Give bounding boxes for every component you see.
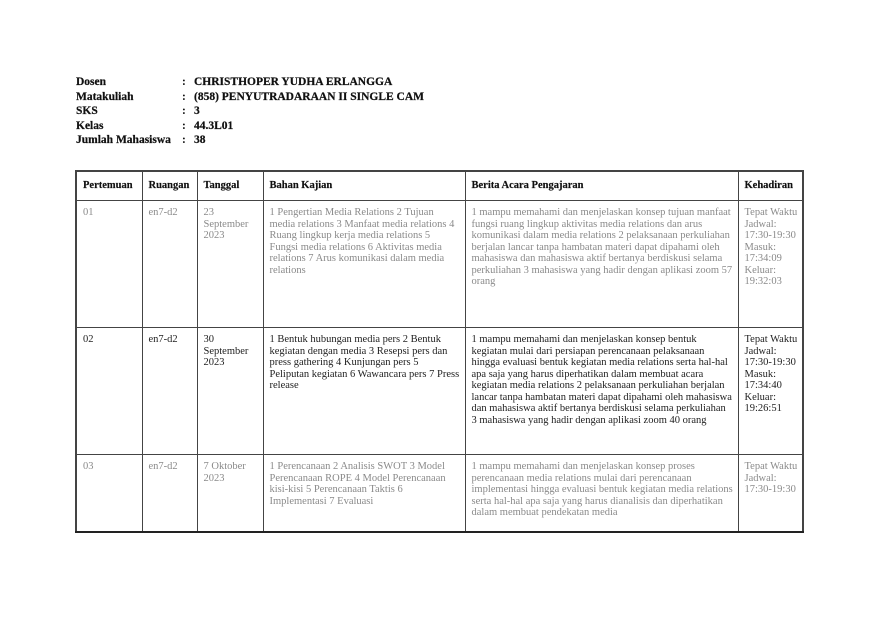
cell-pertemuan: 03 [76, 455, 142, 533]
cell-ruangan: en7-d2 [142, 455, 197, 533]
header-row-matakuliah [76, 90, 424, 105]
colon: : [182, 119, 186, 132]
col-header-berita-acara: Berita Acara Pengajaran [465, 171, 738, 201]
cell-pertemuan: 02 [76, 328, 142, 455]
header-row-kelas [76, 119, 424, 134]
header-row-jumlah-mahasiswa [76, 133, 424, 148]
cell-kehadiran: Tepat Waktu Jadwal: 17:30-19:30 Masuk: 17:34:09 Keluar: 19:32:03 [738, 201, 803, 328]
cell-bahan-kajian: 1 Pengertian Media Relations 2 Tujuan media relations 3 Manfaat media relations 4 Ruang lingkup kerja media relations 5 Fungsi media relations 6 Aktivitas media relations 7 Arus komunikasi dalam media relations [263, 201, 465, 328]
table-row [76, 201, 803, 328]
cell-bahan-kajian: 1 Bentuk hubungan media pers 2 Bentuk kegiatan dengan media 3 Resepsi pers dan press gathering 4 Kunjungan pers 5 Peliputan kegiatan 6 Wawancara pers 7 Press release [263, 328, 465, 455]
sks-label: SKS [76, 105, 98, 117]
matakuliah-value: (858) PENYUTRADARAAN II SINGLE CAM [194, 90, 425, 103]
col-header-bahan-kajian: Bahan Kajian [263, 171, 465, 201]
kelas-label: Kelas [76, 119, 104, 132]
dosen-label: Dosen [76, 76, 107, 88]
colon: : [182, 134, 186, 146]
cell-tanggal: 30 September 2023 [197, 328, 263, 455]
cell-ruangan: en7-d2 [142, 201, 197, 328]
cell-berita-acara: 1 mampu memahami dan menjelaskan konsep bentuk kegiatan mulai dari persiapan perencanaan pelaksanaan hingga evaluasi bentuk kegiatan media relations serta hal-hal apa saja yang harus diperhatikan dalam membuat acara kegiatan media relations 2 pelaksanaan perkuliahan berjalan lancar tanpa hambatan materi dapat dipahami oleh mahasiswa dan mahasiswa aktif bertanya berdiskusi selama perkuliahan 3 mahasiswa yang hadir dengan aplikasi zoom 40 orang [465, 328, 738, 455]
colon: : [182, 105, 186, 117]
col-header-kehadiran: Kehadiran [738, 171, 803, 201]
table-row [76, 455, 803, 533]
cell-bahan-kajian: 1 Perencanaan 2 Analisis SWOT 3 Model Perencanaan ROPE 4 Model Perencanaan kisi-kisi 5 Perencanaan Taktis 6 Implementasi 7 Evaluasi [263, 455, 465, 533]
cell-pertemuan: 01 [76, 201, 142, 328]
jumlah-mahasiswa-label: Jumlah Mahasiswa [76, 134, 171, 146]
cell-berita-acara: 1 mampu memahami dan menjelaskan konsep proses perencanaan media relations mulai dari perencanaan implementasi hingga evaluasi bentuk kegiatan media relations serta hal-hal apa saja yang harus dianalisis dan diperhatikan dalam membuat pendekatan media [465, 455, 738, 533]
col-header-pertemuan: Pertemuan [76, 171, 142, 201]
kelas-value: 44.3L01 [194, 119, 234, 132]
col-header-tanggal: Tanggal [197, 171, 263, 201]
matakuliah-label: Matakuliah [76, 90, 134, 103]
sks-value: 3 [194, 105, 200, 117]
attendance-table [75, 170, 804, 533]
course-header [76, 75, 424, 148]
cell-tanggal: 7 Oktober 2023 [197, 455, 263, 533]
dosen-value: CHRISTHOPER YUDHA ERLANGGA [194, 76, 393, 88]
cell-tanggal: 23 September 2023 [197, 201, 263, 328]
table-header-row [76, 171, 803, 201]
cell-ruangan: en7-d2 [142, 328, 197, 455]
col-header-ruangan: Ruangan [142, 171, 197, 201]
cell-kehadiran: Tepat Waktu Jadwal: 17:30-19:30 [738, 455, 803, 533]
jumlah-mahasiswa-value: 38 [194, 134, 206, 146]
cell-berita-acara: 1 mampu memahami dan menjelaskan konsep tujuan manfaat fungsi ruang lingkup aktivitas media relations dan arus komunikasi dalam media relations 2 pelaksanaan perkuliahan berjalan lancar tanpa hambatan materi dapat dipahami oleh mahasiswa dan mahasiswa aktif bertanya berdiskusi selama perkuliahan 3 mahasiswa yang hadir dengan aplikasi zoom 57 orang [465, 201, 738, 328]
header-row-dosen [76, 75, 424, 90]
cell-kehadiran: Tepat Waktu Jadwal: 17:30-19:30 Masuk: 17:34:40 Keluar: 19:26:51 [738, 328, 803, 455]
colon: : [182, 76, 186, 88]
header-row-sks [76, 104, 424, 119]
colon: : [182, 90, 186, 103]
table-row [76, 328, 803, 455]
